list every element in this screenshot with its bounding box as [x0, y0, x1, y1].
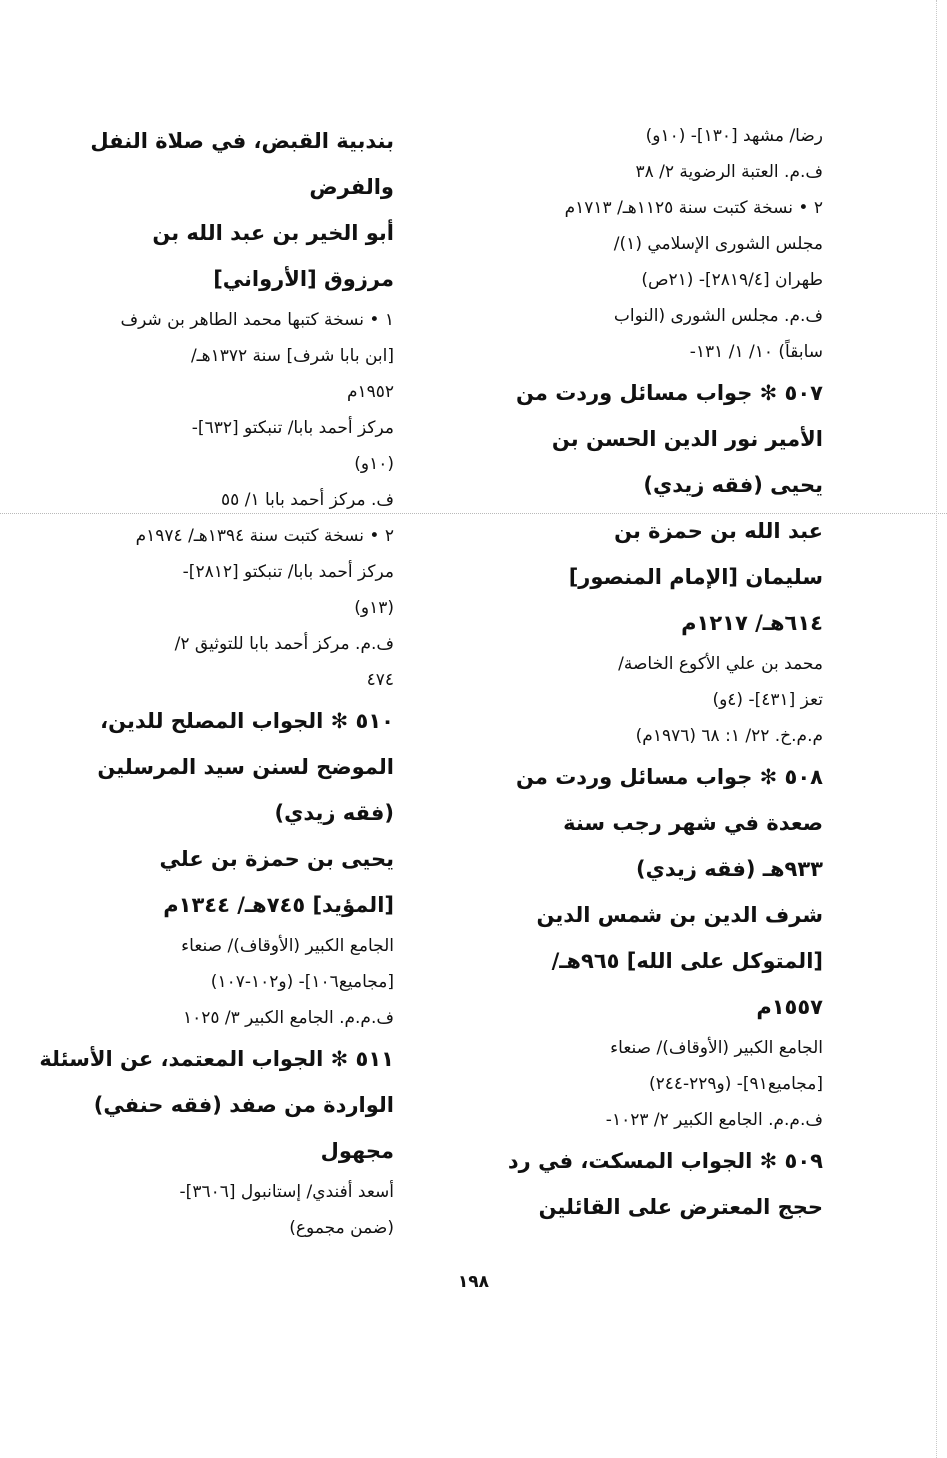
entry-detail-line: ف.م. مجلس الشورى (النواب	[613, 306, 823, 326]
entry-heading-line: ٥٠٩ ✻ الجواب المسكت، في رد	[507, 1149, 823, 1173]
entry-heading-line: الموضح لسنن سيد المرسلين	[97, 755, 394, 779]
entry-heading-line: ٩٣٣هـ (فقه زيدي)	[636, 857, 823, 881]
entry-heading-line: [المؤيد] ٧٤٥هـ/ ١٣٤٤م	[163, 893, 394, 917]
entry-detail-line: [ابن بابا شرف] سنة ١٣٧٢هـ/	[190, 346, 394, 366]
entry-heading-line: مجهول	[320, 1139, 394, 1163]
entry-heading-line: أبو الخير بن عبد الله بن	[152, 221, 394, 245]
entry-detail-line: مجلس الشورى الإسلامي (١)/	[613, 234, 823, 254]
entry-heading-line: ٥٠٨ ✻ جواب مسائل وردت من	[515, 765, 823, 789]
entry-heading-line: ٥٠٧ ✻ جواب مسائل وردت من	[515, 381, 823, 405]
entry-detail-line: ٢ • نسخة كتبت سنة ١٣٩٤هـ/ ١٩٧٤م	[135, 526, 394, 546]
entry-heading-line: يحيى (فقه زيدي)	[643, 473, 823, 497]
entry-detail-line: محمد بن علي الأكوع الخاصة/	[618, 654, 823, 674]
entry-detail-line: مركز أحمد بابا/ تنبكتو [٢٨١٢]-	[182, 562, 394, 582]
entry-heading-line: صعدة في شهر رجب سنة	[563, 811, 823, 835]
entry-detail-line: ٢ • نسخة كتبت سنة ١١٢٥هـ/ ١٧١٣م	[564, 198, 823, 218]
entry-heading-line: عبد الله بن حمزة بن	[614, 519, 823, 543]
entry-detail-line: ف.م. مركز أحمد بابا للتوثيق ٢/	[174, 634, 394, 654]
entry-detail-line: سابقاً) ١٠/ ١/ ١٣١-	[689, 342, 823, 362]
entry-heading-line: [المتوكل على الله] ٩٦٥هـ/	[551, 949, 823, 973]
entry-detail-line: مركز أحمد بابا/ تنبكتو [٦٣٢]-	[191, 418, 394, 438]
entry-detail-line: [مجاميع٩١]- (و٢٢٩-٢٤٤)	[648, 1074, 823, 1094]
left-column	[39, 118, 394, 1246]
entry-detail-line: الجامع الكبير (الأوقاف)/ صنعاء	[610, 1038, 823, 1058]
entry-heading-line: ٦١٤هـ/ ١٢١٧م	[681, 611, 823, 635]
entry-heading-line: الأمير نور الدين الحسن بن	[551, 427, 823, 451]
entry-heading-line: حجج المعترض على القائلين	[538, 1195, 823, 1219]
entry-detail-line: أسعد أفندي/ إستانبول [٣٦٠٦]-	[179, 1182, 394, 1202]
entry-heading-line: بندبية القبض، في صلاة النفل	[90, 129, 394, 153]
entry-detail-line: (ضمن مجموع)	[289, 1218, 394, 1238]
entry-heading-line: ٥١١ ✻ الجواب المعتمد، عن الأسئلة	[39, 1047, 394, 1071]
entry-detail-line: (١٣و)	[354, 598, 394, 618]
entry-detail-line: تعز [٤٣١]- (٤و)	[712, 690, 823, 710]
entry-detail-line: م.م.خ. ٢٢/ ١: ٦٨ (١٩٧٦م)	[635, 726, 823, 746]
entry-heading-line: شرف الدين بن شمس الدين	[536, 903, 823, 927]
entry-detail-line: ١٩٥٢م	[346, 382, 394, 402]
entry-detail-line: ف.م.م. الجامع الكبير ٣/ ١٠٢٥	[182, 1008, 394, 1028]
entry-heading-line: (فقه زيدي)	[274, 801, 394, 825]
entry-detail-line: ف.م.م. الجامع الكبير ٢/ ١٠٢٣-	[605, 1110, 823, 1130]
entry-heading-line: والفرض	[309, 175, 394, 199]
entry-heading-line: الواردة من صفد (فقه حنفي)	[93, 1093, 394, 1117]
page-edge	[936, 0, 937, 1458]
entry-heading-line: مرزوق [الأرواني]	[213, 267, 394, 291]
page-number: ١٩٨	[457, 1272, 490, 1292]
entry-detail-line: ف.م. العتبة الرضوية ٢/ ٣٨	[635, 162, 823, 182]
entry-detail-line: طهران [٢٨١٩/٤]- (٢١ص)	[641, 270, 823, 290]
fold-line	[0, 513, 947, 514]
entry-heading-line: ٥١٠ ✻ الجواب المصلح للدين،	[100, 709, 394, 733]
entry-detail-line: ف. مركز أحمد بابا ١/ ٥٥	[221, 490, 394, 510]
entry-detail-line: ١ • نسخة كتبها محمد الطاهر بن شرف	[120, 310, 394, 330]
entry-detail-line: رضا/ مشهد [١٣٠]- (١٠و)	[645, 126, 823, 146]
entry-detail-line: ٤٧٤	[366, 670, 394, 690]
entry-detail-line: (١٠و)	[354, 454, 394, 474]
entry-heading-line: سليمان [الإمام المنصور]	[568, 565, 823, 589]
entry-detail-line: الجامع الكبير (الأوقاف)/ صنعاء	[181, 936, 394, 956]
entry-detail-line: [مجاميع١٠٦]- (و١٠٢-١٠٧)	[210, 972, 394, 992]
right-column	[478, 118, 823, 1230]
entry-heading-line: يحيى بن حمزة بن علي	[159, 847, 394, 871]
entry-heading-line: ١٥٥٧م	[756, 995, 823, 1019]
